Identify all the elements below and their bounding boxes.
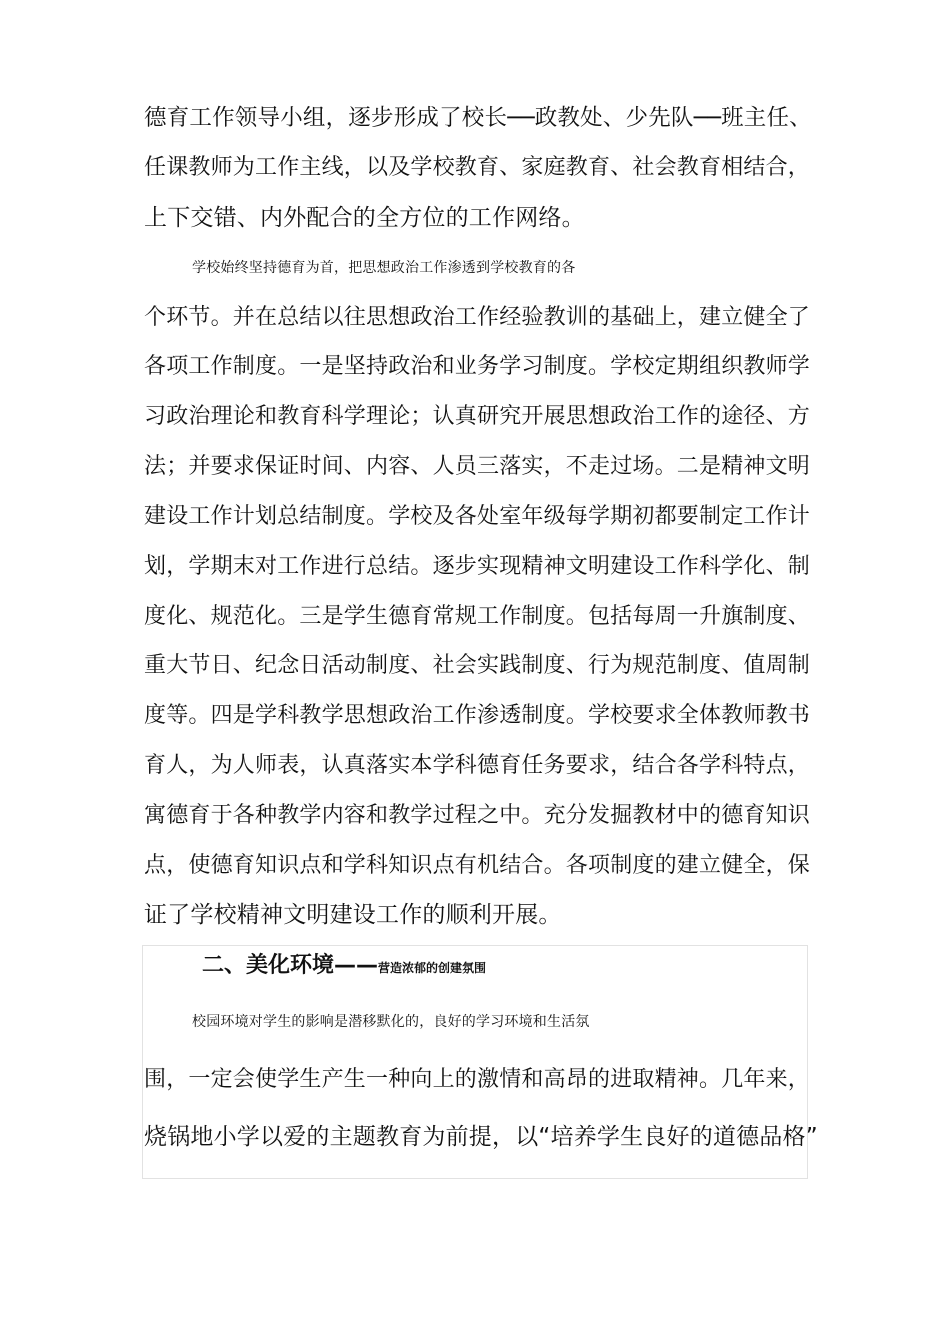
paragraph-line: 划，学期末对工作进行总结。逐步实现精神文明建设工作科学化、制	[144, 554, 811, 579]
section-heading	[202, 948, 486, 979]
paragraph-line: 校园环境对学生的影响是潜移默化的，良好的学习环境和生活氛	[192, 1014, 590, 1030]
paragraph-line: 任课教师为工作主线，以及学校教育、家庭教育、社会教育相结合，	[144, 155, 811, 180]
paragraph-line: 个环节。并在总结以往思想政治工作经验教训的基础上，建立健全了	[144, 305, 811, 330]
heading-main: 二、美化环境	[202, 953, 335, 978]
heading-dash: ——	[334, 953, 379, 978]
paragraph-line: 证了学校精神文明建设工作的顺利开展。	[144, 902, 562, 928]
paragraph-line: 法；并要求保证时间、内容、人员三落实，不走过场。二是精神文明	[144, 454, 811, 479]
paragraph-line: 度等。四是学科教学思想政治工作渗透制度。学校要求全体教师教书	[144, 703, 811, 728]
paragraph-line: 围，一定会使学生产生一种向上的激情和高昂的进取精神。几年来，	[144, 1067, 811, 1092]
paragraph-line: 点，使德育知识点和学科知识点有机结合。各项制度的建立健全，保	[144, 853, 811, 878]
paragraph-line: 烧锅地小学以爱的主题教育为前提，以“培养学生良好的道德品格”	[144, 1124, 818, 1150]
paragraph-line: 育人，为人师表，认真落实本学科德育任务要求，结合各学科特点，	[144, 753, 811, 778]
paragraph-line: 学校始终坚持德育为首，把思想政治工作渗透到学校教育的各	[192, 260, 576, 276]
paragraph-line: 寓德育于各种教学内容和教学过程之中。充分发掘教材中的德育知识	[144, 803, 811, 828]
paragraph-line: 习政治理论和教育科学理论；认真研究开展思想政治工作的途径、方	[144, 404, 811, 429]
paragraph-line: 德育工作领导小组，逐步形成了校长──政教处、少先队──班主任、	[144, 105, 812, 131]
heading-subtitle: 营造浓郁的创建氛围	[378, 961, 487, 975]
paragraph-line: 度化、规范化。三是学生德育常规工作制度。包括每周一升旗制度、	[144, 604, 811, 629]
paragraph-line: 建设工作计划总结制度。学校及各处室年级每学期初都要制定工作计	[144, 504, 811, 529]
paragraph-line: 各项工作制度。一是坚持政治和业务学习制度。学校定期组织教师学	[144, 354, 811, 379]
paragraph-line: 重大节日、纪念日活动制度、社会实践制度、行为规范制度、值周制	[144, 653, 811, 678]
paragraph-line: 上下交错、内外配合的全方位的工作网络。	[144, 205, 585, 231]
